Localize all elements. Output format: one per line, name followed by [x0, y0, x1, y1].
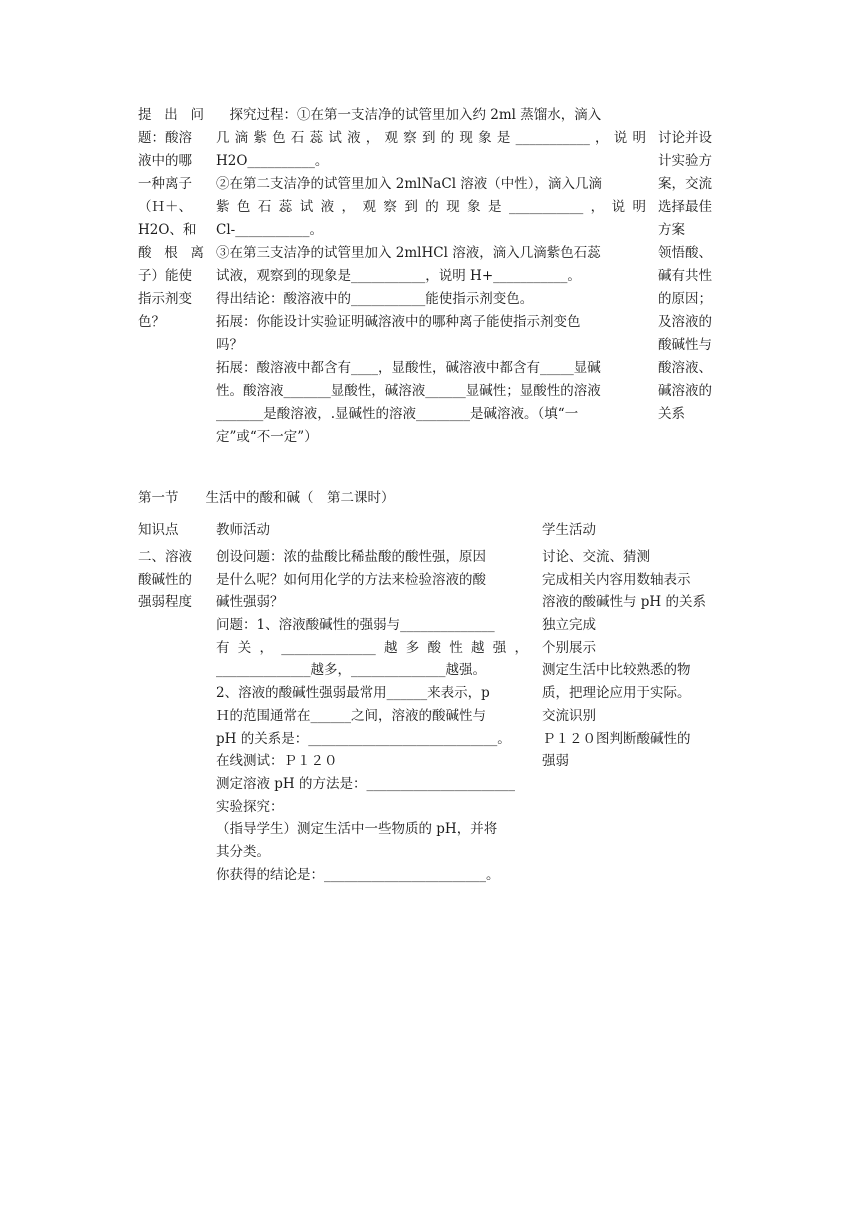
text-line: 的原因；: [658, 291, 712, 307]
text-line: 问题：1、溶液酸碱性的强弱与______________: [216, 617, 495, 634]
text-line: 独立完成: [542, 617, 596, 634]
text-line: 拓展：酸溶液中都含有____，显酸性，碱溶液中都含有_____显碱: [216, 360, 601, 376]
text-line: 案，交流: [658, 176, 712, 192]
text-line: 选择最佳: [658, 199, 712, 215]
text-line: 子）能使: [138, 268, 192, 284]
text-line: ③在第三支洁净的试管里加入 2mlHCl 溶液，滴入几滴紫色石蕊: [216, 245, 601, 261]
text-line: 吗？: [216, 337, 243, 353]
text-line: 方案: [658, 222, 685, 238]
text-line: 在线测试：Ｐ１２０: [216, 753, 338, 770]
text-line: 创设问题：浓的盐酸比稀盐酸的酸性强，原因: [216, 549, 486, 565]
text-line: 溶液的酸碱性与 pH 的关系: [542, 594, 706, 611]
text-line: 强弱: [542, 753, 569, 770]
text-line: 性。酸溶液_______显酸性，碱溶液______显碱性；显酸性的溶液: [216, 383, 601, 399]
text-line: 实验探究：: [216, 798, 284, 815]
text-line: ②在第二支洁净的试管里加入 2mlNaCl 溶液（中性），滴入几滴: [216, 176, 603, 192]
text-line: 你获得的结论是：________________________。: [216, 866, 500, 883]
text-line: 定”或“不一定”）: [216, 429, 318, 445]
header-knowledge-point: 知识点: [138, 522, 179, 538]
text-line: H2O__________。: [216, 153, 329, 169]
section1-middle-column: [216, 104, 646, 449]
text-line: 题：酸溶: [138, 130, 192, 146]
text-line: 拓展：你能设计实验证明碱溶液中的哪种离子能使指示剂变色: [216, 314, 581, 330]
text-line: ______________越多，______________越强。: [216, 662, 486, 679]
section2-middle-column: [216, 546, 528, 886]
text-line: 讨论并设: [658, 130, 712, 146]
section1-left-column: [138, 104, 204, 334]
text-line: 碱性强弱？: [216, 594, 284, 611]
text-line: 强弱程度: [138, 594, 192, 611]
text-line: pH 的关系是：____________________________。: [216, 730, 511, 747]
text-line: （Ｈ＋、: [138, 199, 192, 215]
text-line: 一种离子: [138, 176, 192, 192]
text-line: H2O、和: [138, 222, 197, 238]
lesson-title: 第一节 生活中的酸和碱（ 第二课时）: [138, 490, 395, 506]
text-line: 几滴紫色石蕊试液，观察到的现象是___________，说明: [216, 130, 646, 146]
text-line: 酸碱性的: [138, 571, 192, 588]
text-line: 关系: [658, 406, 685, 422]
text-line: 二、溶液: [138, 549, 192, 565]
text-line: 讨论、交流、猜测: [542, 549, 650, 565]
text-line: 2、溶液的酸碱性强弱最常用______来表示，p: [216, 685, 490, 702]
text-line: 计实验方: [658, 153, 712, 169]
text-line: 测定生活中比较熟悉的物: [542, 662, 691, 679]
text-line: 测定溶液 pH 的方法是：______________________: [216, 775, 515, 792]
text-line: 碱有共性: [658, 268, 712, 284]
text-line: 酸溶液、: [658, 360, 712, 376]
text-line: 领悟酸、: [658, 245, 712, 261]
text-line: 探究过程：①在第一支洁净的试管里加入约 2ml 蒸馏水，滴入: [216, 107, 602, 123]
text-line: Cl-___________。: [216, 222, 323, 238]
text-line: 指示剂变: [138, 291, 192, 307]
text-line: 个别展示: [542, 639, 596, 656]
text-line: 酸 根 离: [138, 245, 204, 261]
text-line: 液中的哪: [138, 153, 192, 169]
section2-right-column: [542, 546, 724, 773]
header-student-activity: 学生活动: [542, 522, 596, 538]
text-line: 紫色石蕊试液，观察到的现象是___________，说明: [216, 199, 646, 215]
text-line: 得出结论：酸溶液中的___________能使指示剂变色。: [216, 291, 534, 307]
text-line: Ｐ１２０图判断酸碱性的: [542, 730, 691, 747]
section1-right-column: [658, 127, 728, 426]
text-line: 碱溶液的: [658, 383, 712, 399]
text-line: 酸碱性与: [658, 337, 712, 353]
header-teacher-activity: 教师活动: [216, 522, 270, 538]
text-line: 完成相关内容用数轴表示: [542, 571, 691, 588]
text-line: （指导学生）测定生活中一些物质的 pH，并将: [216, 821, 498, 838]
text-line: 及溶液的: [658, 314, 712, 330]
text-line: 其分类。: [216, 843, 270, 860]
section2-left-column: [138, 546, 204, 614]
text-line: 有关，______________越多酸性越强，: [216, 639, 528, 656]
text-line: 提 出 问: [138, 107, 204, 123]
text-line: 是什么呢？如何用化学的方法来检验溶液的酸: [216, 571, 486, 588]
text-line: 质，把理论应用于实际。: [542, 685, 691, 702]
text-line: Ｈ的范围通常在______之间，溶液的酸碱性与: [216, 707, 486, 724]
text-line: _______是酸溶液，.显碱性的溶液________是碱溶液。（填“一: [216, 406, 579, 422]
text-line: 色？: [138, 314, 165, 330]
text-line: 交流识别: [542, 707, 596, 724]
text-line: 试液，观察到的现象是___________，说明 H+___________。: [216, 268, 581, 284]
